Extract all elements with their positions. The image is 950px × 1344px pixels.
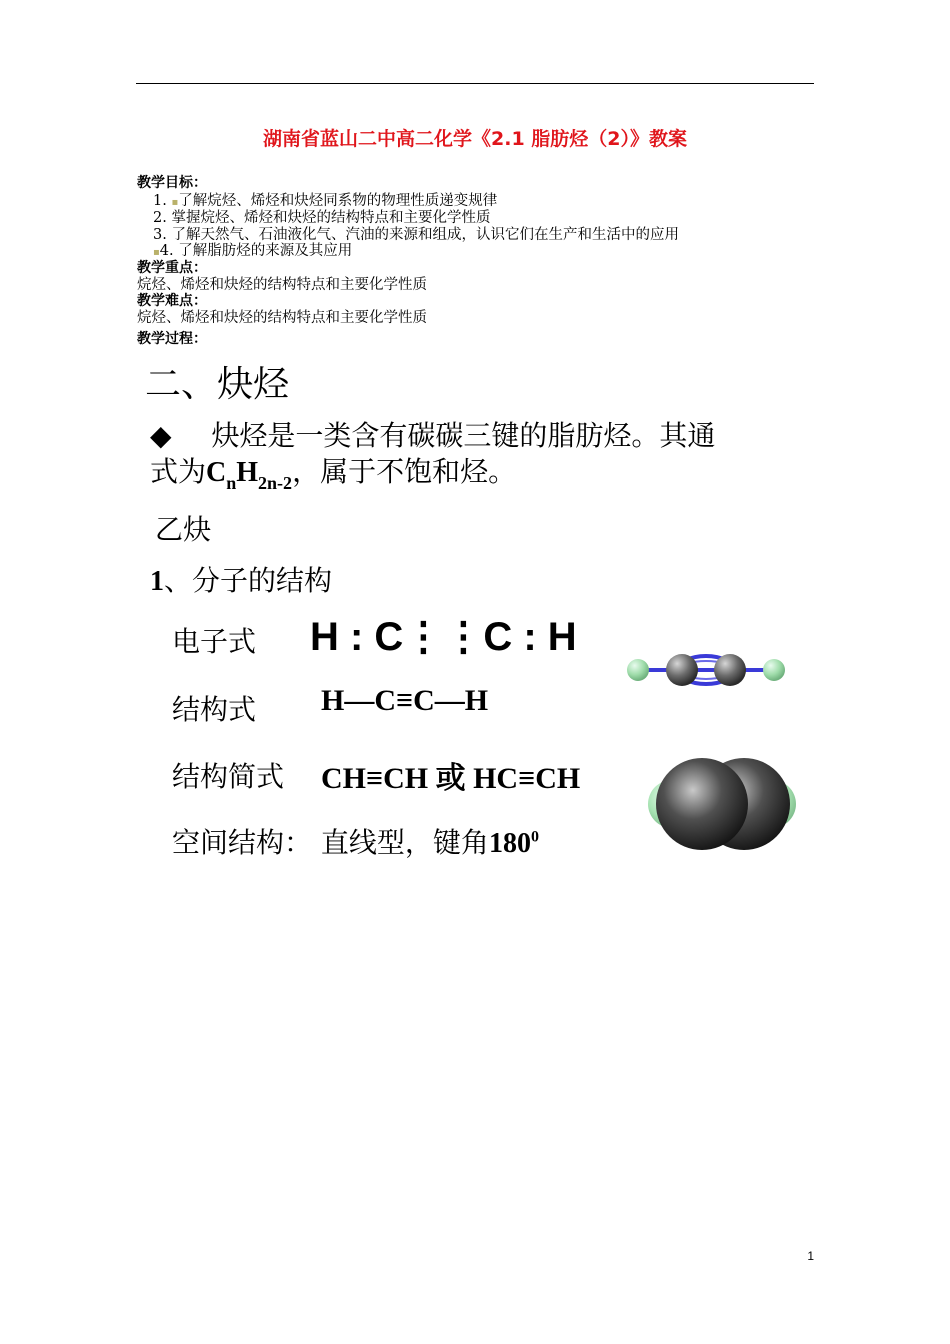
process-label: 教学过程： xyxy=(137,331,207,347)
goal-number: 1. xyxy=(153,193,167,209)
goal-item-4: ▪4. 了解脂肪烃的来源及其应用 xyxy=(153,243,353,259)
bond-angle-value: 180 xyxy=(488,828,531,859)
structure-heading xyxy=(150,559,332,599)
goal-text: 了解天然气、石油液化气、汽油的来源和组成，认识它们在生产和生活中的应用 xyxy=(171,227,679,243)
definition-line-2 xyxy=(150,450,516,494)
simplified-formula-label: 结构简式 xyxy=(172,760,285,793)
definition-suffix: ，属于不饱和烃。 xyxy=(292,455,517,488)
goal-text: 了解烷烃、烯烃和炔烃同系物的物理性质递变规律 xyxy=(178,193,498,209)
structural-formula-label: 结构式 xyxy=(172,693,257,726)
difficulty-text: 烷烃、烯烃和炔烃的结构特点和主要化学性质 xyxy=(137,310,427,326)
definition-prefix: 式为 xyxy=(150,455,207,488)
section-heading: 二、炔烃 xyxy=(145,364,290,405)
difficulty-label: 教学难点： xyxy=(137,293,207,309)
goal-text: 掌握烷烃、烯烃和炔烃的结构特点和主要化学性质 xyxy=(171,210,491,226)
page-number: 1 xyxy=(807,1249,814,1263)
formula-c: C xyxy=(206,457,227,488)
structure-heading-text: 、分子的结构 xyxy=(164,564,333,597)
space-filling-model-icon xyxy=(648,754,796,854)
header-rule xyxy=(136,83,814,84)
definition-text: 炔烃是一类含有碳碳三键的脂肪烃。其通 xyxy=(211,419,716,452)
simplified-formula: CH≡CH 或 HC≡CH xyxy=(321,762,581,795)
goal-number: 2. xyxy=(153,210,167,226)
definition-line-1 xyxy=(150,414,715,454)
formula-sub-n: n xyxy=(226,473,237,493)
spatial-label: 空间结构： xyxy=(172,826,313,859)
goals-label: 教学目标： xyxy=(137,175,207,191)
electron-formula: H : C⋮⋮C : H xyxy=(310,615,577,659)
spatial-text: 直线型，键角 xyxy=(320,826,489,859)
key-points-label: 教学重点： xyxy=(137,260,207,276)
compound-name: 乙炔 xyxy=(155,513,212,546)
diamond-bullet-icon: ◆ xyxy=(150,419,172,452)
structure-number: 1 xyxy=(150,566,164,597)
bond-angle-degree: 0 xyxy=(530,828,539,846)
spatial-structure xyxy=(172,821,539,861)
ball-and-stick-model-icon xyxy=(624,646,788,694)
goal-number: 3. xyxy=(153,227,167,243)
electron-formula-label: 电子式 xyxy=(172,625,257,658)
goal-text: 了解脂肪烃的来源及其应用 xyxy=(178,243,353,259)
key-points-text: 烷烃、烯烃和炔烃的结构特点和主要化学性质 xyxy=(137,277,427,293)
goal-number: 4. xyxy=(159,243,174,259)
document-title: 湖南省蓝山二中高二化学《2.1 脂肪烃（2）》教案 xyxy=(263,128,687,150)
formula-sub-2n-2: 2n-2 xyxy=(258,473,293,493)
goal-item-1: 1. ▪了解烷烃、烯烃和炔烃同系物的物理性质递变规律 xyxy=(153,193,498,209)
formula-h: H xyxy=(236,457,259,488)
structural-formula: H—C≡C—H xyxy=(321,684,489,717)
